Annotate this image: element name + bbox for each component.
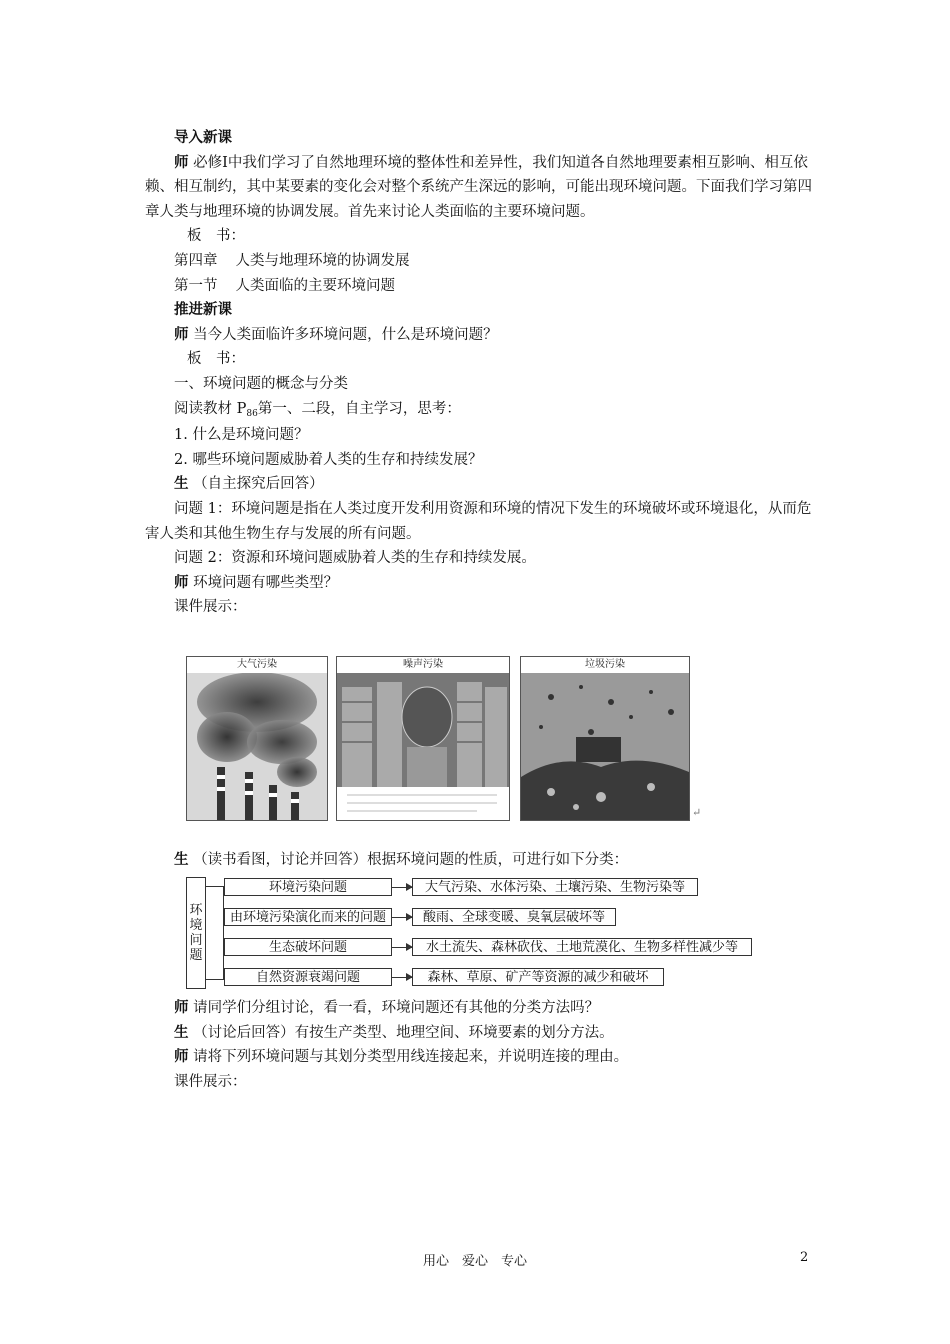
closing-line-3: 请将下列环境问题与其划分类型用线连接起来，并说明连接的理由。 xyxy=(193,1049,629,1066)
reading-prefix: 阅读教材 P xyxy=(174,400,247,417)
landfill-image xyxy=(521,657,689,820)
closing-text xyxy=(145,996,815,1094)
answer-2: 问题 2：资源和环境问题威胁着人类的生存和持续发展。 xyxy=(174,550,536,567)
heading-advance: 推进新课 xyxy=(174,301,232,319)
classification-intro xyxy=(145,848,815,873)
board-label-2: 板 书： xyxy=(187,351,245,368)
diagram-brace xyxy=(206,886,224,980)
footer-motto: 用心 爱心 专心 xyxy=(422,1254,527,1269)
teacher-paragraph xyxy=(145,151,815,225)
teacher-line-4 xyxy=(145,1045,815,1070)
closing-line-2: （讨论后回答）有按生产类型、地理空间、环境要素的划分方法。 xyxy=(193,1024,614,1041)
category-box: 由环境污染演化而来的问题 xyxy=(224,908,392,926)
intro-text: 必修Ⅰ中我们学习了自然地理环境的整体性和差异性，我们知道各自然地理要素相互影响、相互依赖、相互制约，其中某要素的变化会对整个系统产生深远的影响，可能出现环境问题。下面我们学习第四章人类与地理环境的协调发展。首先来讨论人类面临的主要环境问题。 xyxy=(145,154,812,220)
reading-task xyxy=(145,397,815,424)
courseware-label-1: 课件展示： xyxy=(174,599,247,616)
return-mark-icon: ↵ xyxy=(692,806,702,819)
category-box: 自然资源衰竭问题 xyxy=(224,968,392,986)
student-label: 生 xyxy=(174,475,189,493)
teacher-question-2 xyxy=(145,571,815,596)
reading-suffix: 第一、二段，自主学习，思考： xyxy=(257,400,461,417)
classification-text: （读书看图，讨论并回答）根据环境问题的性质，可进行如下分类： xyxy=(193,852,629,868)
pollution-photos xyxy=(186,656,706,821)
detail-box: 酸雨、全球变暖、臭氧层破坏等 xyxy=(412,908,616,926)
factory-image xyxy=(337,657,509,820)
section-number: 第一节 xyxy=(174,277,218,294)
arrow-icon xyxy=(392,977,412,978)
arrow-icon xyxy=(392,887,412,888)
board-label: 板 书： xyxy=(187,228,245,245)
closing-line-1: 请同学们分组讨论，看一看，环境问题还有其他的分类方法吗？ xyxy=(193,1000,600,1016)
photo-garbage-pollution xyxy=(520,656,690,821)
teacher-question-1 xyxy=(145,323,815,348)
page-subscript: 86 xyxy=(246,408,258,419)
student-label: 生 xyxy=(174,851,189,868)
student-note: （自主探究后回答） xyxy=(193,476,324,493)
detail-box: 大气污染、水体污染、土壤污染、生物污染等 xyxy=(412,878,698,896)
page-number: 2 xyxy=(800,1250,809,1265)
detail-box: 水土流失、森林砍伐、土地荒漠化、生物多样性减少等 xyxy=(412,938,752,956)
photo-caption: 噪声污染 xyxy=(337,657,509,673)
smokestack-image xyxy=(187,657,327,820)
photo-caption: 大气污染 xyxy=(187,657,327,673)
section-line xyxy=(145,274,815,299)
student-line-2 xyxy=(145,1021,815,1046)
arrow-icon xyxy=(392,917,412,918)
teacher-label: 师 xyxy=(174,153,189,171)
category-box: 环境污染问题 xyxy=(224,878,392,896)
section-title: 人类面临的主要环境问题 xyxy=(235,277,395,294)
classification-diagram xyxy=(186,874,756,992)
question-item-2: 2. 哪些环境问题威胁着人类的生存和持续发展？ xyxy=(174,451,483,468)
teacher-label: 师 xyxy=(174,573,189,591)
detail-box: 森林、草原、矿产等资源的减少和破坏 xyxy=(412,968,664,986)
chapter-number: 第四章 xyxy=(174,252,218,269)
courseware-label-2: 课件展示： xyxy=(174,1073,247,1090)
teacher-label: 师 xyxy=(174,325,189,343)
student-line xyxy=(145,472,815,497)
photo-air-pollution xyxy=(186,656,328,821)
chapter-line xyxy=(145,249,815,274)
category-box: 生态破坏问题 xyxy=(224,938,392,956)
heading-intro: 导入新课 xyxy=(174,129,232,146)
photo-noise-pollution xyxy=(336,656,510,821)
chapter-title: 人类与地理环境的协调发展 xyxy=(235,252,410,269)
diagram-root: 环境问题 xyxy=(186,877,206,989)
question-text: 当今人类面临许多环境问题，什么是环境问题？ xyxy=(193,326,498,343)
question-item-1: 1. 什么是环境问题？ xyxy=(174,427,309,444)
student-label: 生 xyxy=(174,1023,189,1041)
teacher-line-3 xyxy=(145,996,815,1021)
teacher-label: 师 xyxy=(174,1048,189,1066)
teacher-label: 师 xyxy=(174,999,189,1016)
arrow-icon xyxy=(392,947,412,948)
answer-1: 问题 1：环境问题是指在人类过度开发利用资源和环境的情况下发生的环境破坏或环境退化，从而危害人类和其他生物生存与发展的所有问题。 xyxy=(145,500,812,542)
main-text xyxy=(145,126,815,620)
question-text: 环境问题有哪些类型？ xyxy=(193,574,339,591)
photo-caption: 垃圾污染 xyxy=(521,657,689,673)
point-one: 一、环境问题的概念与分类 xyxy=(174,375,348,392)
